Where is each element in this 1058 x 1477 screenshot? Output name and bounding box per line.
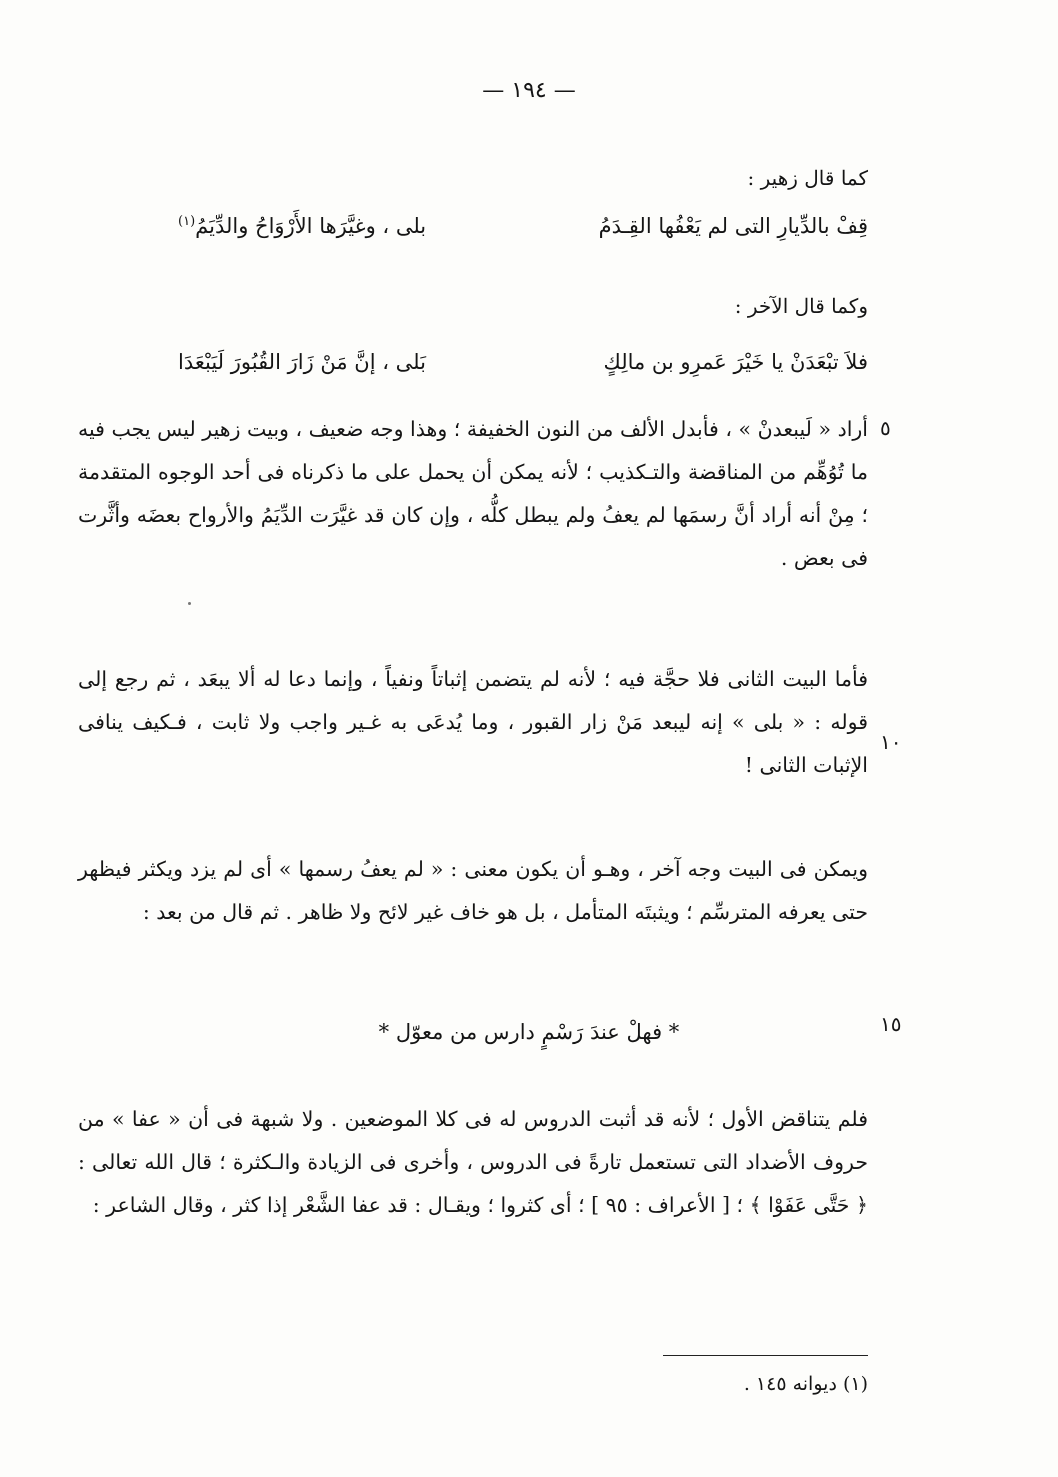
verse-zuhair-second-text: بلى ، وغيَّرَها الأَرْوَاحُ والدِّيَمُ — [195, 214, 427, 238]
verse-other — [178, 350, 868, 374]
verse-zuhair — [178, 214, 868, 238]
paragraph-1: أراد « لَيبعدنْ » ، فأبدل الألف من النون الخفيفة ؛ وهذا وجه ضعيف ، وبيت زهير ليس يجب فيه ما تُوُهِّم من المناقضة والتـكذيب ؛ لأنه يمكن أن يحمل على ما ذكرناه فى أحد الوجوه المتقدمة ؛ مِنْ أنه أراد أنَّ رسمَها لم يعفُ ولم يبطل كلُّه ، وإن كان قد غيَّرَت الدِّيَمُ والأرواح بعضَه وأثَّرت فى بعض . — [78, 417, 868, 570]
verse-other-first-hemistich: فلاَ تبْعَدَنْ يا خَيْرَ عَمرِو بن مالِكٍ — [603, 350, 868, 374]
line-number-15: ١٥ — [880, 1012, 902, 1036]
page-number: — ١٩٤ — — [482, 78, 576, 103]
paragraph-2: فأما البيت الثانى فلا حجَّة فيه ؛ لأنه لم يتضمن إثباتاً ونفياً ، وإنما دعا له ألا يبعَد ، ثم رجع إلى قوله : « بلى » إنه ليبعد مَنْ زار القبور ، وما يُدعَى به غـير واجب ولا ثابت ، فـكيف ينافى الإثبات الثانى ! — [78, 667, 868, 777]
verse-other-second-hemistich: بَلى ، إنَّ مَنْ زَارَ القُبُورَ لَيَبْعَدَا — [178, 350, 426, 374]
paragraph-3: ويمكن فى البيت وجه آخر ، وهـو أن يكون معنى : « لم يعفُ رسمها » أى لم يزد ويكثر فيظهر حتى يعرفه المترسِّم ؛ ويثبتَه المتأمل ، بل هو خاف غير لائح ولا ظاهر . ثم قال من بعد : — [78, 857, 868, 924]
line-number-5: ٥ — [880, 416, 891, 440]
footnote-marker: (١) — [178, 214, 196, 229]
verse-zuhair-first-hemistich: قِفْ بالدِّيارِ التى لم يَعْفُها القِـدَمُ — [598, 214, 868, 238]
quoted-hemistich: * فهلْ عندَ رَسْمٍ دارس من معوّل * — [378, 1020, 680, 1044]
footnote-separator — [663, 1355, 868, 1356]
line-number-10: ١٠ — [880, 730, 902, 754]
intro-zuhair: كما قال زهير : — [747, 166, 868, 190]
paragraph-4: فلم يتناقض الأول ؛ لأنه قد أثبت الدروس له فى كلا الموضعين . ولا شبهة فى أن « عفا » من حروف الأضداد التى تستعمل تارةً فى الدروس ، وأخرى فى الزيادة والـكثرة ؛ قال الله تعالى : ﴿ حَتَّى عَفَوْا ﴾ ؛ [ الأعراف : ٩٥ ] ؛ أى كثروا ؛ ويقـال : قد عفا الشَّعْر إذا كثر ، وقال الشاعر : — [78, 1107, 868, 1217]
scan-speck — [188, 602, 191, 605]
verse-zuhair-second-hemistich — [178, 214, 426, 238]
footnote: (١) ديوانه ١٤٥ . — [743, 1373, 868, 1395]
intro-other-poet: وكما قال الآخر : — [734, 294, 868, 318]
